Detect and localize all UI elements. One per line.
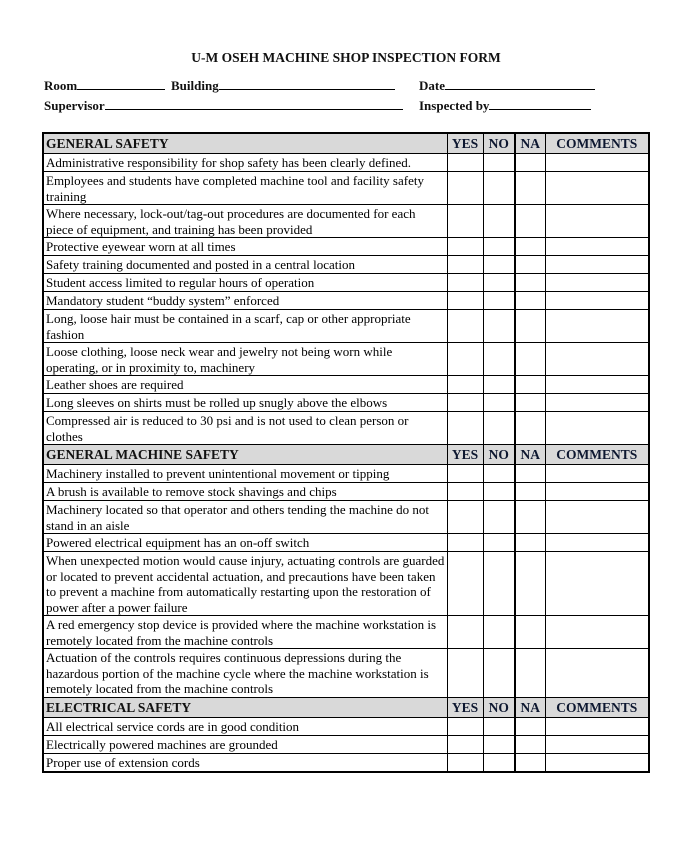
- no-checkbox-cell[interactable]: [483, 753, 515, 772]
- comments-cell[interactable]: [545, 256, 649, 274]
- checklist-item-text: Machinery installed to prevent unintentional movement or tipping: [43, 465, 447, 483]
- checklist-item-text: Electrically powered machines are grounded: [43, 735, 447, 753]
- na-checkbox-cell[interactable]: [515, 154, 545, 172]
- na-checkbox-cell[interactable]: [515, 205, 545, 238]
- checklist-item-text: Compressed air is reduced to 30 psi and is not used to clean person or clothes: [43, 412, 447, 445]
- yes-checkbox-cell[interactable]: [447, 310, 483, 343]
- no-checkbox-cell[interactable]: [483, 649, 515, 698]
- yes-checkbox-cell[interactable]: [447, 172, 483, 205]
- comments-cell[interactable]: [545, 274, 649, 292]
- column-header-yes: YES: [447, 133, 483, 154]
- comments-cell[interactable]: [545, 310, 649, 343]
- yes-checkbox-cell[interactable]: [447, 465, 483, 483]
- na-checkbox-cell[interactable]: [515, 274, 545, 292]
- checklist-item-text: Loose clothing, loose neck wear and jewelry not being worn while operating, or in proximity to, machinery: [43, 343, 447, 376]
- column-header-comments: COMMENTS: [545, 697, 649, 717]
- checklist-item-text: Student access limited to regular hours of operation: [43, 274, 447, 292]
- yes-checkbox-cell[interactable]: [447, 274, 483, 292]
- na-checkbox-cell[interactable]: [515, 649, 545, 698]
- checklist-item-text: Machinery located so that operator and others tending the machine do not stand in an aisle: [43, 501, 447, 534]
- no-checkbox-cell[interactable]: [483, 412, 515, 445]
- yes-checkbox-cell[interactable]: [447, 483, 483, 501]
- room-input-line[interactable]: [77, 77, 165, 90]
- column-header-comments: COMMENTS: [545, 133, 649, 154]
- comments-cell[interactable]: [545, 501, 649, 534]
- column-header-na: NA: [515, 445, 545, 465]
- checklist-row: [43, 616, 649, 649]
- column-header-comments: COMMENTS: [545, 445, 649, 465]
- yes-checkbox-cell[interactable]: [447, 412, 483, 445]
- comments-cell[interactable]: [545, 376, 649, 394]
- na-checkbox-cell[interactable]: [515, 501, 545, 534]
- column-header-yes: YES: [447, 697, 483, 717]
- checklist-row: [43, 552, 649, 616]
- checklist-row: [43, 343, 649, 376]
- no-checkbox-cell[interactable]: [483, 501, 515, 534]
- na-checkbox-cell[interactable]: [515, 717, 545, 735]
- na-checkbox-cell[interactable]: [515, 238, 545, 256]
- date-field[interactable]: [419, 77, 595, 94]
- no-checkbox-cell[interactable]: [483, 343, 515, 376]
- date-label: Date: [419, 78, 445, 93]
- na-checkbox-cell[interactable]: [515, 343, 545, 376]
- na-checkbox-cell[interactable]: [515, 376, 545, 394]
- na-checkbox-cell[interactable]: [515, 465, 545, 483]
- yes-checkbox-cell[interactable]: [447, 238, 483, 256]
- checklist-item-text: Safety training documented and posted in a central location: [43, 256, 447, 274]
- checklist-item-text: Protective eyewear worn at all times: [43, 238, 447, 256]
- form-title: U-M OSEH MACHINE SHOP INSPECTION FORM: [191, 50, 501, 65]
- checklist-row: [43, 205, 649, 238]
- room-label: Room: [44, 78, 78, 93]
- na-checkbox-cell[interactable]: [515, 256, 545, 274]
- inspected-by-label: Inspected by: [419, 98, 490, 113]
- section-header-general-machine-safety: [43, 445, 649, 465]
- comments-cell[interactable]: [545, 534, 649, 552]
- supervisor-input-line[interactable]: [105, 97, 403, 110]
- yes-checkbox-cell[interactable]: [447, 649, 483, 698]
- comments-cell[interactable]: [545, 238, 649, 256]
- na-checkbox-cell[interactable]: [515, 735, 545, 753]
- yes-checkbox-cell[interactable]: [447, 292, 483, 310]
- comments-cell[interactable]: [545, 343, 649, 376]
- checklist-row: [43, 483, 649, 501]
- checklist-row: [43, 534, 649, 552]
- yes-checkbox-cell[interactable]: [447, 154, 483, 172]
- inspected-by-input-line[interactable]: [489, 97, 591, 110]
- column-header-no: NO: [483, 133, 515, 154]
- checklist-row: [43, 753, 649, 772]
- comments-cell[interactable]: [545, 649, 649, 698]
- checklist-row: [43, 238, 649, 256]
- no-checkbox-cell[interactable]: [483, 394, 515, 412]
- no-checkbox-cell[interactable]: [483, 310, 515, 343]
- yes-checkbox-cell[interactable]: [447, 616, 483, 649]
- checklist-row: [43, 292, 649, 310]
- comments-cell[interactable]: [545, 483, 649, 501]
- checklist-row: [43, 394, 649, 412]
- section-title: ELECTRICAL SAFETY: [43, 697, 447, 717]
- checklist-item-text: Administrative responsibility for shop safety has been clearly defined.: [43, 154, 447, 172]
- na-checkbox-cell[interactable]: [515, 172, 545, 205]
- na-checkbox-cell[interactable]: [515, 292, 545, 310]
- na-checkbox-cell[interactable]: [515, 483, 545, 501]
- column-header-no: NO: [483, 445, 515, 465]
- no-checkbox-cell[interactable]: [483, 274, 515, 292]
- checklist-row: [43, 172, 649, 205]
- checklist-row: [43, 412, 649, 445]
- checklist-item-text: Proper use of extension cords: [43, 753, 447, 772]
- checklist-row: [43, 501, 649, 534]
- column-header-yes: YES: [447, 445, 483, 465]
- checklist-row: [43, 717, 649, 735]
- checklist-item-text: Actuation of the controls requires continuous depressions during the hazardous portion of the machine cycle where the machine workstation is remotely located from the machine controls: [43, 649, 447, 698]
- comments-cell[interactable]: [545, 154, 649, 172]
- yes-checkbox-cell[interactable]: [447, 205, 483, 238]
- yes-checkbox-cell[interactable]: [447, 343, 483, 376]
- comments-cell[interactable]: [545, 616, 649, 649]
- checklist-row: [43, 274, 649, 292]
- date-input-line[interactable]: [445, 77, 595, 90]
- checklist-row: [43, 649, 649, 698]
- comments-cell[interactable]: [545, 412, 649, 445]
- no-checkbox-cell[interactable]: [483, 616, 515, 649]
- no-checkbox-cell[interactable]: [483, 552, 515, 616]
- section-header-general-safety: [43, 133, 649, 154]
- no-checkbox-cell[interactable]: [483, 717, 515, 735]
- na-checkbox-cell[interactable]: [515, 394, 545, 412]
- no-checkbox-cell[interactable]: [483, 376, 515, 394]
- building-input-line[interactable]: [219, 77, 395, 90]
- inspection-table: [42, 132, 650, 773]
- inspection-table-body: [43, 133, 649, 772]
- checklist-item-text: Powered electrical equipment has an on-off switch: [43, 534, 447, 552]
- checklist-item-text: When unexpected motion would cause injury, actuating controls are guarded or located to prevent accidental actuation, and precautions have been taken to prevent a machine from automatically restarting upon the restoration of power after a power failure: [43, 552, 447, 616]
- checklist-item-text: Where necessary, lock-out/tag-out procedures are documented for each piece of equipment, and training has been provided: [43, 205, 447, 238]
- yes-checkbox-cell[interactable]: [447, 376, 483, 394]
- checklist-item-text: Mandatory student “buddy system” enforced: [43, 292, 447, 310]
- comments-cell[interactable]: [545, 717, 649, 735]
- checklist-row: [43, 154, 649, 172]
- column-header-na: NA: [515, 697, 545, 717]
- no-checkbox-cell[interactable]: [483, 465, 515, 483]
- yes-checkbox-cell[interactable]: [447, 717, 483, 735]
- checklist-row: [43, 376, 649, 394]
- no-checkbox-cell[interactable]: [483, 483, 515, 501]
- checklist-item-text: Leather shoes are required: [43, 376, 447, 394]
- yes-checkbox-cell[interactable]: [447, 394, 483, 412]
- comments-cell[interactable]: [545, 394, 649, 412]
- no-checkbox-cell[interactable]: [483, 735, 515, 753]
- checklist-row: [43, 465, 649, 483]
- na-checkbox-cell[interactable]: [515, 310, 545, 343]
- na-checkbox-cell[interactable]: [515, 616, 545, 649]
- checklist-item-text: All electrical service cords are in good condition: [43, 717, 447, 735]
- checklist-item-text: A brush is available to remove stock shavings and chips: [43, 483, 447, 501]
- building-label: Building: [171, 78, 219, 93]
- yes-checkbox-cell[interactable]: [447, 256, 483, 274]
- comments-cell[interactable]: [545, 465, 649, 483]
- no-checkbox-cell[interactable]: [483, 238, 515, 256]
- na-checkbox-cell[interactable]: [515, 753, 545, 772]
- yes-checkbox-cell[interactable]: [447, 534, 483, 552]
- comments-cell[interactable]: [545, 735, 649, 753]
- checklist-item-text: A red emergency stop device is provided where the machine workstation is remotely located from the machine controls: [43, 616, 447, 649]
- na-checkbox-cell[interactable]: [515, 534, 545, 552]
- comments-cell[interactable]: [545, 753, 649, 772]
- no-checkbox-cell[interactable]: [483, 292, 515, 310]
- supervisor-label: Supervisor: [44, 98, 105, 113]
- no-checkbox-cell[interactable]: [483, 256, 515, 274]
- checklist-row: [43, 735, 649, 753]
- comments-cell[interactable]: [545, 552, 649, 616]
- section-title: GENERAL MACHINE SAFETY: [43, 445, 447, 465]
- no-checkbox-cell[interactable]: [483, 205, 515, 238]
- building-field[interactable]: [171, 77, 395, 94]
- na-checkbox-cell[interactable]: [515, 412, 545, 445]
- checklist-item-text: Long sleeves on shirts must be rolled up snugly above the elbows: [43, 394, 447, 412]
- checklist-item-text: Employees and students have completed machine tool and facility safety training: [43, 172, 447, 205]
- yes-checkbox-cell[interactable]: [447, 735, 483, 753]
- yes-checkbox-cell[interactable]: [447, 753, 483, 772]
- inspected-by-field[interactable]: [419, 97, 591, 114]
- yes-checkbox-cell[interactable]: [447, 501, 483, 534]
- checklist-item-text: Long, loose hair must be contained in a scarf, cap or other appropriate fashion: [43, 310, 447, 343]
- comments-cell[interactable]: [545, 172, 649, 205]
- checklist-row: [43, 256, 649, 274]
- no-checkbox-cell[interactable]: [483, 534, 515, 552]
- na-checkbox-cell[interactable]: [515, 552, 545, 616]
- section-title: GENERAL SAFETY: [43, 133, 447, 154]
- column-header-no: NO: [483, 697, 515, 717]
- no-checkbox-cell[interactable]: [483, 172, 515, 205]
- comments-cell[interactable]: [545, 292, 649, 310]
- yes-checkbox-cell[interactable]: [447, 552, 483, 616]
- supervisor-field[interactable]: [44, 97, 403, 114]
- no-checkbox-cell[interactable]: [483, 154, 515, 172]
- room-field[interactable]: [44, 77, 165, 94]
- comments-cell[interactable]: [545, 205, 649, 238]
- checklist-row: [43, 310, 649, 343]
- section-header-electrical-safety: [43, 697, 649, 717]
- column-header-na: NA: [515, 133, 545, 154]
